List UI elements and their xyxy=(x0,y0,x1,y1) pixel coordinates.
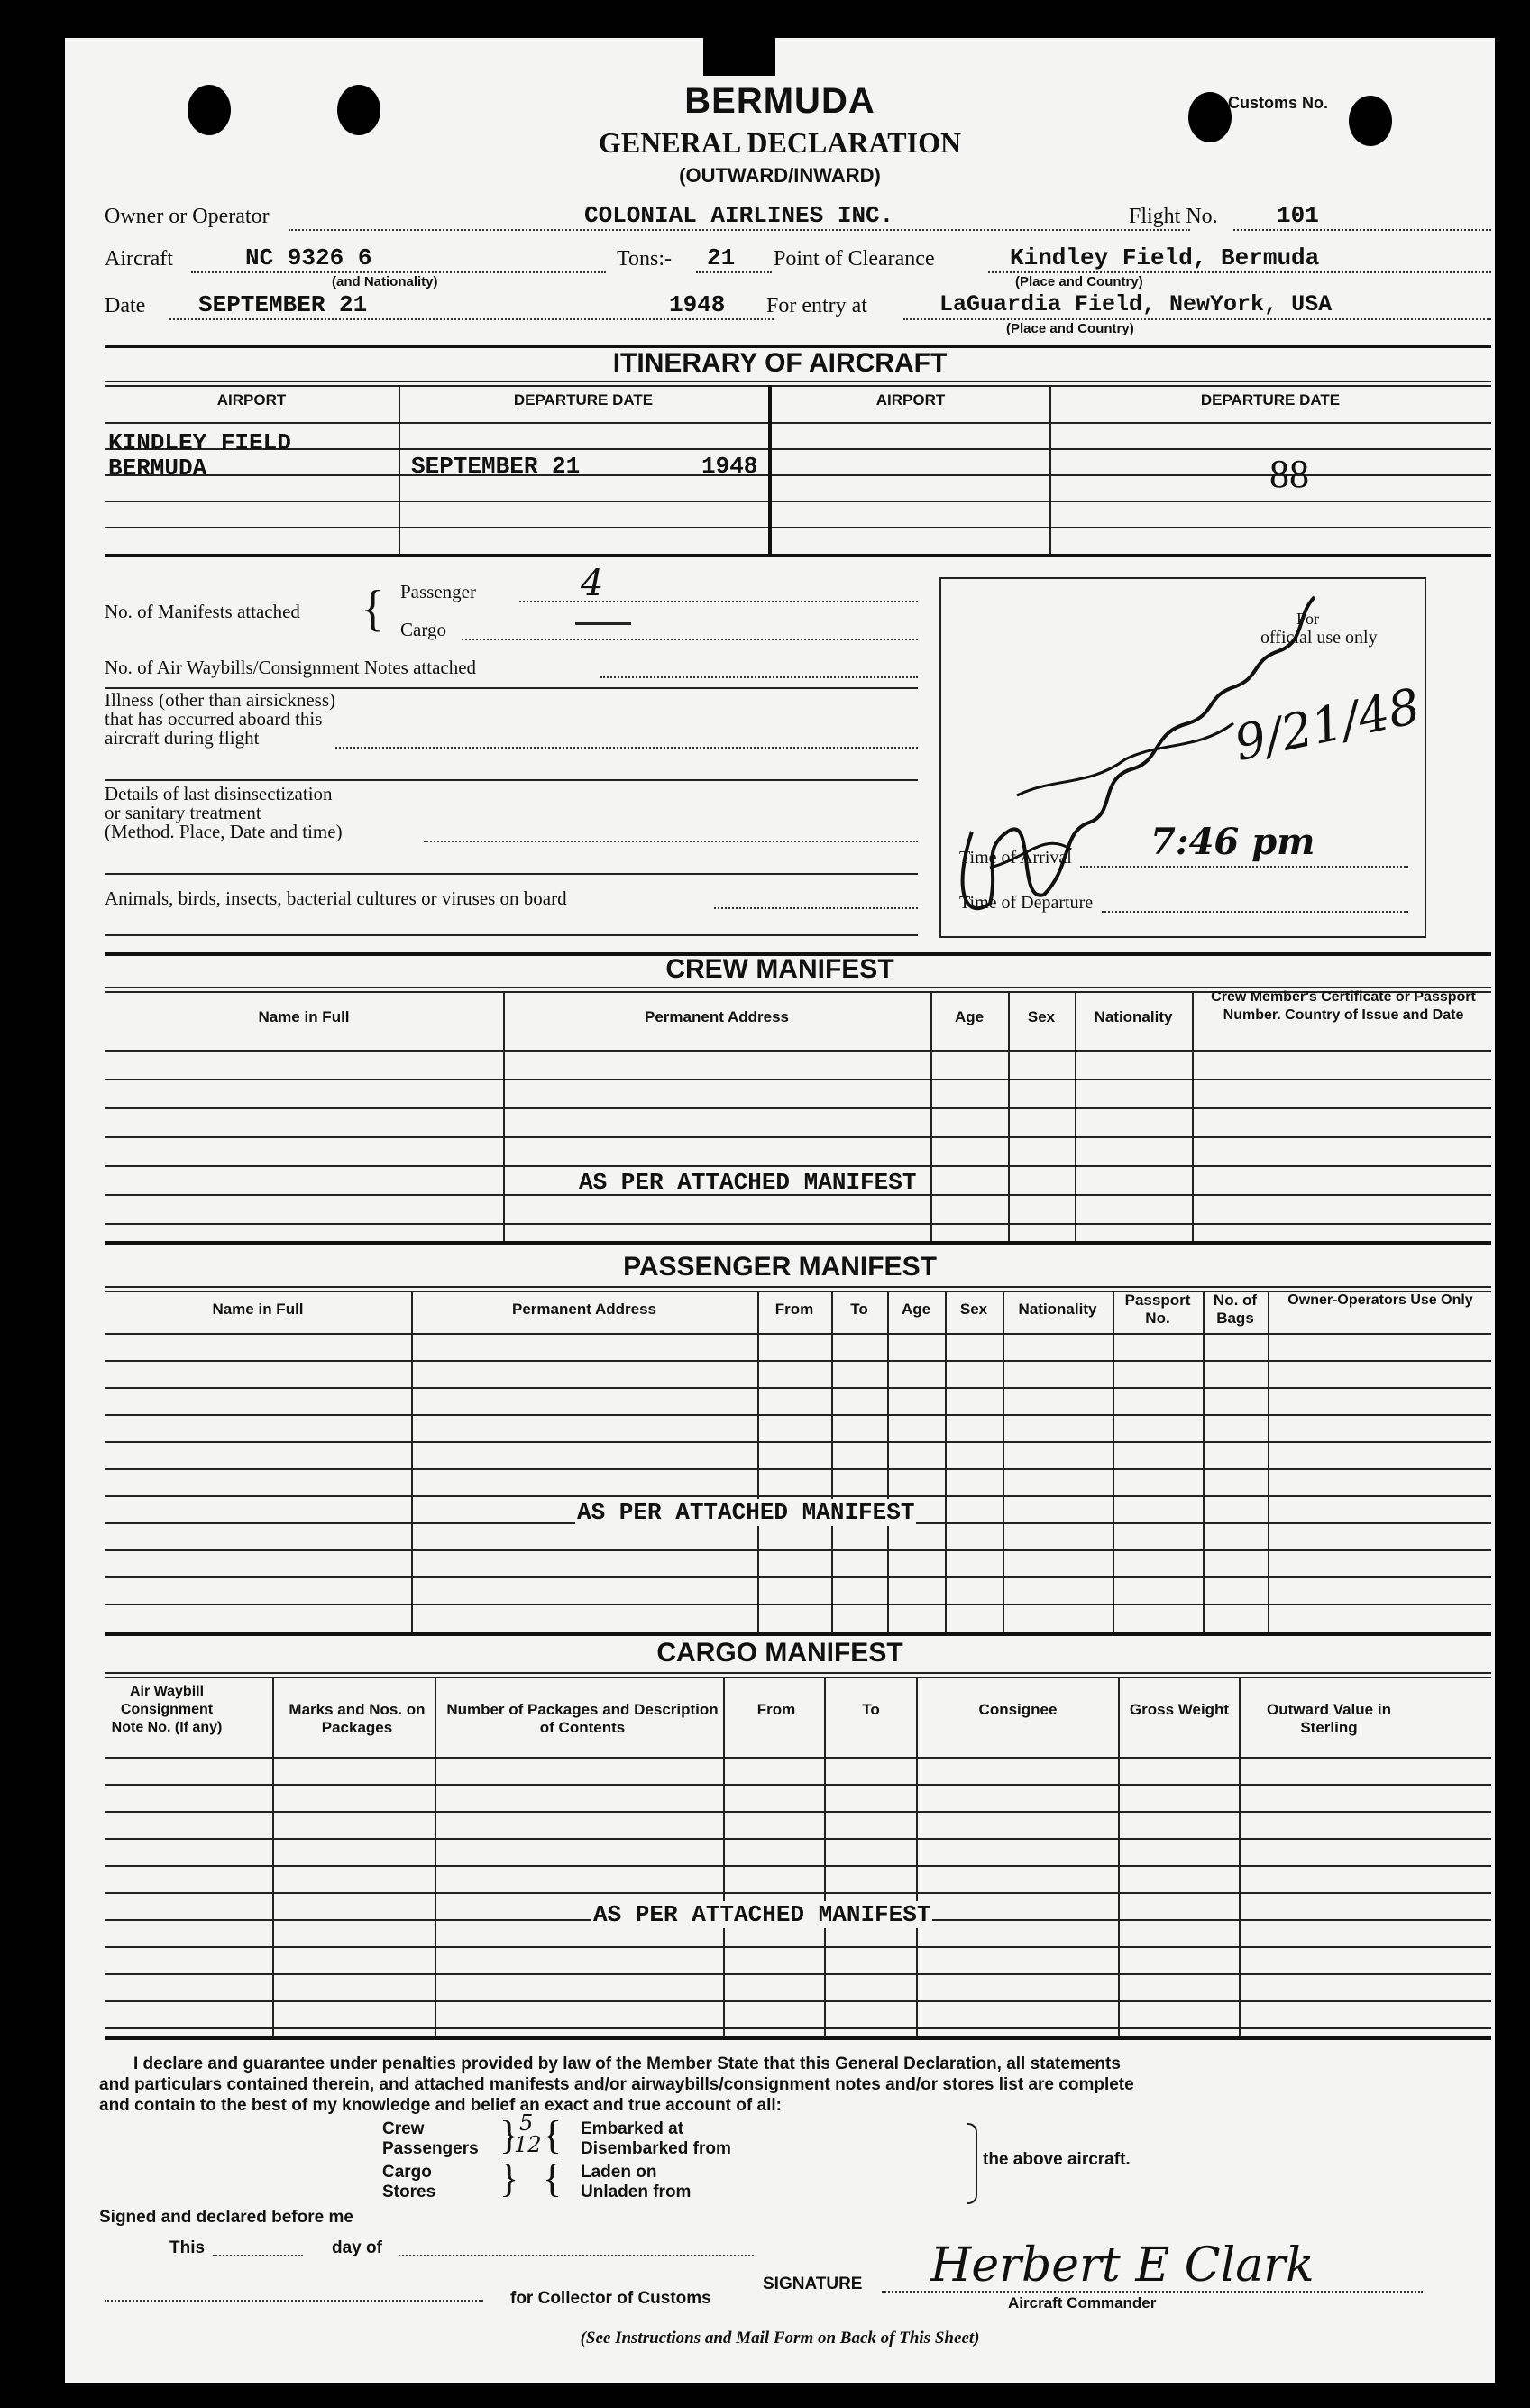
pax-head-nationality: Nationality xyxy=(1018,1301,1097,1318)
crew-head-certificate: Crew Member's Certificate or Passport Number. Country of Issue and Date xyxy=(1211,989,1476,1023)
stamp-bermuda: BERMUDA xyxy=(684,81,875,121)
disinsect-line2: or sanitary treatment xyxy=(105,802,261,823)
itin-airport-line2: BERMUDA xyxy=(108,455,207,482)
decl-stores: Stores xyxy=(382,2183,436,2201)
entry-value: LaGuardia Field, NewYork, USA xyxy=(939,291,1333,317)
entry-sub: (Place and Country) xyxy=(1006,321,1134,336)
decl-count-top: 5 xyxy=(519,2110,534,2136)
declaration-line3: and contain to the best of my knowledge and belief an exact and true account of all: xyxy=(99,2096,782,2115)
crew-head-name: Name in Full xyxy=(258,1008,350,1025)
itin-departure: SEPTEMBER 21 xyxy=(411,453,581,480)
disinsect-line1: Details of last disinsectization xyxy=(105,783,333,804)
form-subtitle: (OUTWARD/INWARD) xyxy=(679,164,881,187)
clearance-label: Point of Clearance xyxy=(774,247,935,271)
cargo-note: AS PER ATTACHED MANIFEST xyxy=(593,1901,931,1928)
cargo-head-weight: Gross Weight xyxy=(1129,1701,1230,1718)
waybills-label: No. of Air Waybills/Consignment Notes attached xyxy=(105,657,477,678)
decl-big-brace xyxy=(967,2123,977,2204)
date-value: SEPTEMBER 21 xyxy=(198,291,368,318)
crew-head-nationality: Nationality xyxy=(1094,1008,1173,1025)
decl-brace-2: { xyxy=(543,2113,563,2157)
aircraft-label: Aircraft xyxy=(105,247,173,271)
aircraft-sub: (and Nationality) xyxy=(332,274,438,290)
pax-head-name: Name in Full xyxy=(212,1301,304,1318)
decl-embarked: Embarked at xyxy=(581,2119,684,2138)
form-title: GENERAL DECLARATION xyxy=(598,126,962,159)
manifests-brace: { xyxy=(361,581,385,637)
commander-signature: Herbert E Clark xyxy=(930,2238,1315,2293)
cargo-head-consignee: Consignee xyxy=(978,1701,1058,1718)
commander-label: Aircraft Commander xyxy=(1008,2294,1157,2311)
crew-head-age: Age xyxy=(954,1008,985,1025)
cargo-manifest-label: Cargo xyxy=(400,619,446,640)
itin-head-airport-2: AIRPORT xyxy=(875,391,946,409)
date-label: Date xyxy=(105,294,146,317)
crew-head-sex: Sex xyxy=(1027,1008,1056,1025)
decl-brace-4: { xyxy=(543,2156,563,2201)
pax-head-passport: Passport No. xyxy=(1124,1291,1191,1327)
this-label: This xyxy=(169,2238,206,2257)
year-value: 1948 xyxy=(669,291,726,318)
illness-line2: that has occurred aboard this xyxy=(105,708,323,730)
decl-passengers: Passengers xyxy=(382,2139,479,2158)
itin-head-departure-2: DEPARTURE DATE xyxy=(1200,391,1341,409)
flight-value: 101 xyxy=(1277,202,1319,229)
official-label-2: official use only xyxy=(1260,628,1378,648)
entry-label: For entry at xyxy=(766,294,867,317)
cargo-head-marks: Marks and Nos. on Packages xyxy=(289,1701,426,1736)
collector-label: for Collector of Customs xyxy=(510,2289,711,2308)
cargo-head-waybill: Air Waybill Consignment Note No. (If any) xyxy=(111,1684,223,1735)
official-label-1: For xyxy=(1296,610,1320,628)
cargo-title: CARGO MANIFEST xyxy=(656,1638,903,1668)
crew-title: CREW MANIFEST xyxy=(665,954,894,984)
cargo-manifest-dash xyxy=(575,622,631,625)
passenger-title: PASSENGER MANIFEST xyxy=(623,1252,937,1282)
decl-count-bottom: 12 xyxy=(514,2132,542,2157)
tons-label: Tons:- xyxy=(617,247,672,271)
itin-head-departure-1: DEPARTURE DATE xyxy=(513,391,654,409)
day-of-label: day of xyxy=(332,2238,382,2257)
decl-crew: Crew xyxy=(382,2119,425,2138)
signature-label: SIGNATURE xyxy=(763,2275,863,2293)
declaration-line1: I declare and guarantee under penalties provided by law of the Member State that this General Declaration, all statements xyxy=(133,2054,1121,2073)
official-signature-scrawl xyxy=(936,561,1441,940)
itinerary-title: ITINERARY OF AIRCRAFT xyxy=(612,348,948,378)
tons-value: 21 xyxy=(707,244,736,271)
arrival-value: 7:46 pm xyxy=(1150,821,1315,863)
pax-head-sex: Sex xyxy=(959,1301,988,1318)
decl-cargo: Cargo xyxy=(382,2163,432,2182)
passenger-manifest-label: Passenger xyxy=(400,581,476,602)
pax-head-bags: No. of Bags xyxy=(1213,1291,1258,1327)
departure-time-label: Time of Departure xyxy=(959,893,1094,913)
declaration-form xyxy=(65,38,1495,2383)
official-handwritten-date: 9/21/48 xyxy=(1229,677,1425,772)
disinsect-line3: (Method. Place, Date and time) xyxy=(105,821,343,842)
decl-laden: Laden on xyxy=(581,2163,657,2182)
decl-brace-1: } xyxy=(499,2113,519,2157)
arrival-label: Time of Arrival xyxy=(959,848,1072,868)
manifests-label: No. of Manifests attached xyxy=(105,601,300,622)
cargo-head-value: Outward Value in Sterling xyxy=(1267,1701,1391,1736)
pax-head-address: Permanent Address xyxy=(512,1301,656,1318)
crew-head-address: Permanent Address xyxy=(645,1008,789,1025)
itin-head-airport-1: AIRPORT xyxy=(216,391,287,409)
decl-disembarked: Disembarked from xyxy=(581,2139,731,2158)
cargo-head-from: From xyxy=(756,1701,796,1718)
customs-no-label: Customs No. xyxy=(1228,94,1329,112)
declaration-line2: and particulars contained therein, and attached manifests and/or airwaybills/consignment notes and/or stores list are complete xyxy=(99,2075,1134,2094)
passenger-manifest-value: 4 xyxy=(581,563,604,604)
animals-label: Animals, birds, insects, bacterial cultures or viruses on board xyxy=(105,887,567,909)
itin-departure-year: 1948 xyxy=(701,453,758,480)
owner-value: COLONIAL AIRLINES INC. xyxy=(584,202,894,229)
decl-brace-3: } xyxy=(499,2156,519,2201)
clearance-value: Kindley Field, Bermuda xyxy=(1010,244,1320,271)
itin-handwritten-number: 88 xyxy=(1269,452,1309,496)
pax-head-to: To xyxy=(850,1301,868,1318)
decl-unladen: Unladen from xyxy=(581,2183,692,2201)
cargo-head-packages: Number of Packages and Description of Contents xyxy=(446,1701,719,1736)
crew-note: AS PER ATTACHED MANIFEST xyxy=(579,1169,917,1196)
decl-above: the above aircraft. xyxy=(983,2150,1131,2169)
illness-line1: Illness (other than airsickness) xyxy=(105,689,336,711)
signed-label: Signed and declared before me xyxy=(99,2208,353,2227)
illness-line3: aircraft during flight xyxy=(105,727,260,749)
flight-label: Flight No. xyxy=(1129,205,1218,228)
passenger-note: AS PER ATTACHED MANIFEST xyxy=(577,1499,915,1526)
owner-label: Owner or Operator xyxy=(105,205,270,228)
itin-airport-line1: KINDLEY FIELD xyxy=(108,429,291,456)
cargo-head-to: To xyxy=(862,1701,880,1718)
pax-head-owner: Owner-Operators Use Only xyxy=(1287,1292,1473,1308)
pax-head-from: From xyxy=(774,1301,814,1318)
top-tab xyxy=(703,38,775,76)
aircraft-value: NC 9326 6 xyxy=(245,244,372,271)
footer-note: (See Instructions and Mail Form on Back of This Sheet) xyxy=(580,2329,980,2348)
pax-head-age: Age xyxy=(901,1301,931,1318)
clearance-sub: (Place and Country) xyxy=(1015,274,1143,290)
